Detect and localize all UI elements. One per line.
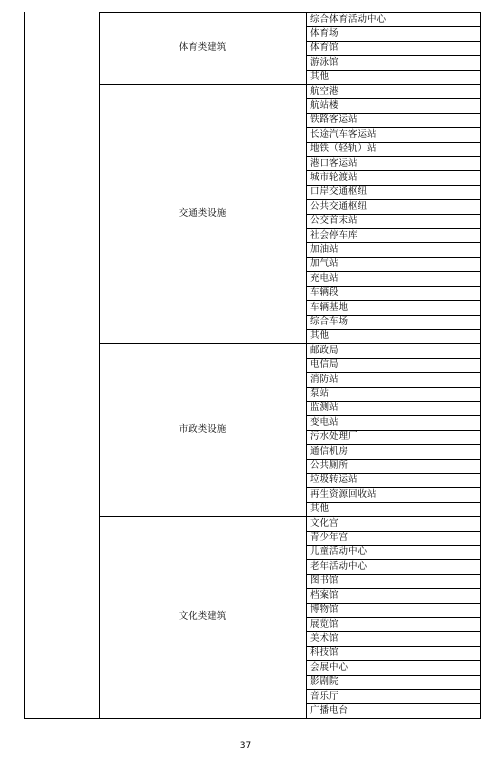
category-label: 市政类设施: [178, 423, 227, 435]
item-cell: 影剧院: [310, 676, 339, 688]
item-cell: 再生资源回收站: [310, 488, 377, 500]
item-cell: 广播电台: [310, 704, 349, 716]
item-cell: 公共交通枢纽: [310, 200, 368, 212]
item-cell: 车辆基地: [310, 301, 349, 313]
item-cell: 其他: [310, 330, 330, 342]
item-cell: 充电站: [310, 272, 339, 284]
item-cell: 航站楼: [310, 99, 339, 111]
item-cell: 图书馆: [310, 575, 339, 587]
item-cell: 综合体育活动中心: [310, 13, 387, 25]
item-cell: 社会停车库: [310, 229, 358, 241]
item-cell: 美术馆: [310, 632, 339, 644]
item-cell: 博物馆: [310, 604, 339, 616]
item-cell: 音乐厅: [310, 690, 339, 702]
item-cell: 体育馆: [310, 42, 339, 54]
item-cell: 会展中心: [310, 661, 349, 673]
item-cell: 口岸交通枢纽: [310, 186, 368, 198]
item-cell: 城市轮渡站: [310, 171, 358, 183]
category-label: 文化类建筑: [178, 611, 227, 622]
item-cell: 长途汽车客运站: [310, 128, 377, 140]
item-cell: 公共厕所: [310, 460, 349, 472]
table-border-left: [24, 12, 25, 719]
item-cell: 污水处理厂: [310, 431, 358, 443]
item-cell: 游泳馆: [310, 56, 339, 68]
item-cell: 儿童活动中心: [310, 546, 368, 558]
item-cell: 航空港: [310, 85, 339, 97]
item-cell: 邮政局: [310, 344, 339, 356]
table-border-bottom: [24, 718, 481, 719]
item-cell: 车辆段: [310, 287, 339, 299]
item-cell: 档案馆: [310, 589, 339, 601]
item-cell: 其他: [310, 503, 330, 515]
table-column-divider: [306, 12, 307, 719]
category-label: 交通类设施: [178, 207, 227, 219]
item-cell: 加气站: [310, 258, 339, 270]
item-cell: 港口客运站: [310, 157, 358, 169]
item-cell: 地铁（轻轨）站: [310, 143, 377, 155]
item-cell: 变电站: [310, 416, 339, 428]
table-border-right: [480, 12, 481, 719]
category-label: 体育类建筑: [178, 42, 227, 53]
item-cell: 科技馆: [310, 647, 339, 659]
page-number: 37: [239, 741, 252, 751]
item-cell: 公交首末站: [310, 215, 358, 227]
item-cell: 展览馆: [310, 618, 339, 630]
item-cell: 青少年宫: [310, 532, 349, 544]
item-cell: 铁路客运站: [310, 114, 358, 126]
item-cell: 老年活动中心: [310, 560, 368, 572]
item-cell: 其他: [310, 71, 330, 83]
item-cell: 通信机房: [310, 445, 349, 457]
item-cell: 综合车场: [310, 316, 349, 327]
item-cell: 泵站: [310, 388, 330, 400]
item-cell: 监测站: [310, 402, 339, 414]
item-cell: 消防站: [310, 373, 339, 385]
item-cell: 垃圾转运站: [310, 474, 358, 486]
item-cell: 电信局: [310, 359, 339, 371]
item-cell: 体育场: [310, 27, 339, 39]
item-cell: 加油站: [310, 243, 339, 255]
item-cell: 文化宫: [310, 517, 339, 529]
